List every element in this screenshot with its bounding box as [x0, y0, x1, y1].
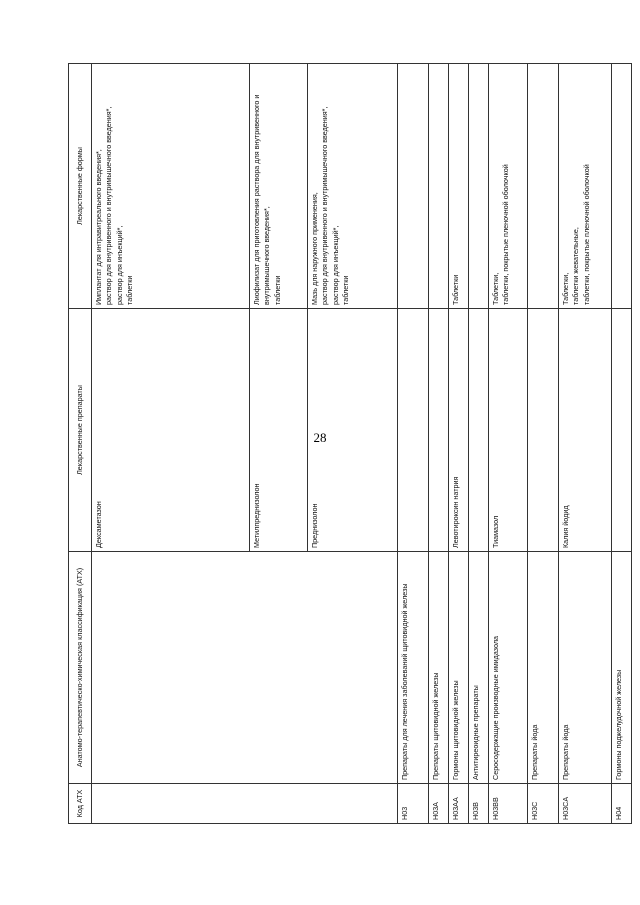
cell-drug — [398, 309, 429, 552]
table-row — [612, 64, 632, 824]
table-row — [398, 64, 429, 824]
cell-forms — [250, 64, 308, 309]
header-atc: Анатомо-терапевтическо-химическая классификация (АТХ) — [69, 552, 92, 784]
form-line: Лиофилизат для приготовления раствора для внутривенного и внутримышечного введения*, — [252, 94, 272, 305]
cell-forms — [429, 64, 449, 309]
drug-table-container — [68, 64, 623, 824]
table-row — [528, 64, 559, 824]
cell-atc: Препараты йода — [528, 552, 559, 784]
cell-forms — [612, 64, 632, 309]
table-row — [429, 64, 449, 824]
cell-code: H03AA — [449, 784, 469, 824]
form-line: таблетки жевательные, — [571, 227, 581, 305]
form-line: Таблетки, — [491, 272, 500, 305]
cell-forms — [489, 64, 528, 309]
cell-forms — [559, 64, 612, 309]
form-line: таблетки, покрытые пленочной оболочкой — [581, 164, 591, 305]
form-line: раствор для внутривенного и внутримышечного введения*, — [320, 106, 330, 305]
table-row — [559, 64, 612, 824]
table-header-row — [69, 64, 92, 824]
cell-atc: Препараты йода — [559, 552, 612, 784]
cell-forms — [469, 64, 489, 309]
cell-atc: Антитиреоидные препараты — [469, 552, 489, 784]
cell-drug: Левотироксин натрия — [449, 309, 469, 552]
cell-drug — [528, 309, 559, 552]
form-line: Таблетки, — [561, 272, 570, 305]
cell-atc: Серосодержащие производные имидазола — [489, 552, 528, 784]
cell-drug — [612, 309, 632, 552]
form-line: раствор для внутривенного и внутримышечного введения*, — [104, 106, 114, 305]
page-number: 28 — [313, 430, 327, 445]
table-row — [489, 64, 528, 824]
cell-drug — [469, 309, 489, 552]
cell-drug: Тиамазол — [489, 309, 528, 552]
cell-drug: Дексаметазон — [92, 309, 250, 552]
cell-forms — [308, 64, 398, 309]
form-line: раствор для инъекций*, — [330, 225, 340, 305]
form-line: таблетки, покрытые пленочной оболочкой — [501, 164, 511, 305]
header-code: Код АТХ — [69, 784, 92, 824]
form-line: раствор для инъекций*, — [114, 225, 124, 305]
cell-atc — [92, 552, 398, 784]
cell-code: H03C — [528, 784, 559, 824]
cell-code: H03 — [398, 784, 429, 824]
cell-atc: Гормоны поджелудочной железы — [612, 552, 632, 784]
cell-drug: Метилпреднизолон — [250, 309, 308, 552]
cell-drug — [429, 309, 449, 552]
form-line: таблетки — [341, 275, 351, 305]
cell-atc: Препараты щитовидной железы — [429, 552, 449, 784]
cell-code: H03A — [429, 784, 449, 824]
cell-atc: Гормоны щитовидной железы — [449, 552, 469, 784]
header-drugs: Лекарственные препараты — [69, 309, 92, 552]
form-line: Таблетки — [451, 274, 460, 305]
table-row — [449, 64, 469, 824]
cell-forms — [449, 64, 469, 309]
cell-forms — [398, 64, 429, 309]
table-row — [92, 64, 250, 824]
header-forms: Лекарственные формы — [69, 64, 92, 309]
cell-forms — [528, 64, 559, 309]
drug-table — [68, 63, 632, 824]
cell-code: H03B — [469, 784, 489, 824]
cell-drug: Калия йодид — [559, 309, 612, 552]
form-line: таблетки — [272, 275, 282, 305]
form-line: Мазь для наружного применения, — [310, 192, 319, 305]
cell-forms — [92, 64, 250, 309]
cell-atc: Препараты для лечения заболеваний щитовидной железы — [398, 552, 429, 784]
form-line: Имплантат для интравитреального введения*, — [94, 149, 103, 305]
cell-code — [92, 784, 398, 824]
table-row — [469, 64, 489, 824]
cell-code: H04 — [612, 784, 632, 824]
cell-code: H03CA — [559, 784, 612, 824]
form-line: таблетки — [125, 275, 135, 305]
cell-drug: Преднизолон — [308, 309, 398, 552]
cell-code: H03BB — [489, 784, 528, 824]
